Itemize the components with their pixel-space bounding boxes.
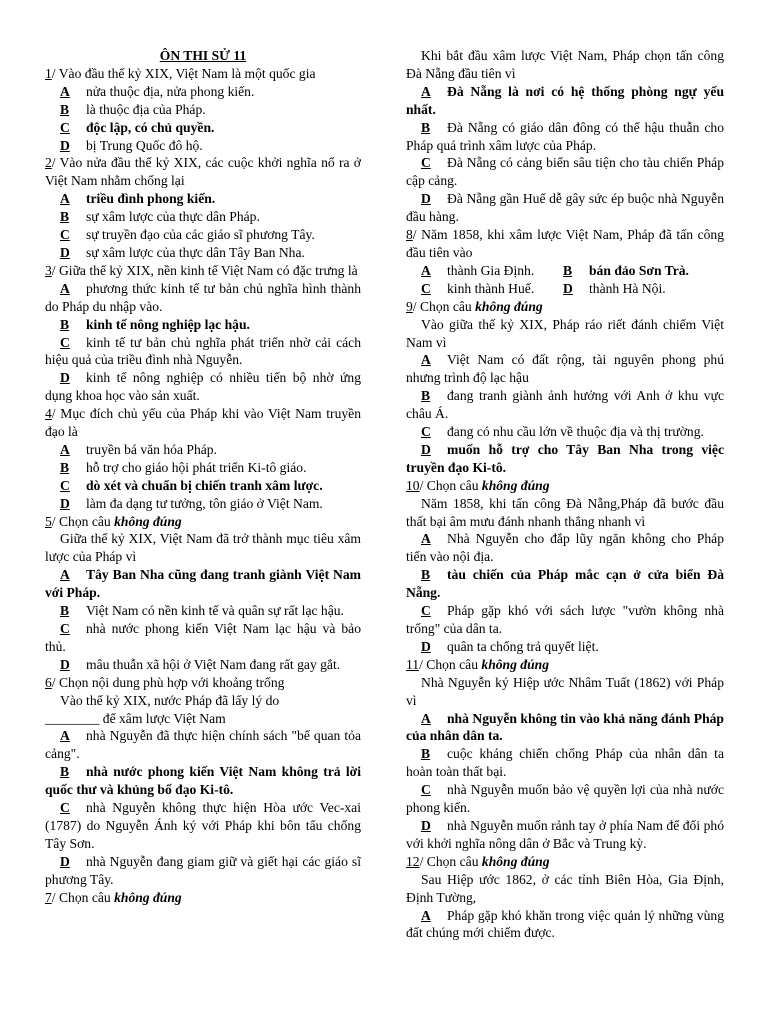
option-text: kinh tế nông nghiệp lạc hậu. (86, 316, 250, 332)
option-text: Đà Nẵng là nơi có hệ thống phòng ngự yếu nhất. (406, 83, 724, 117)
option-letter: D (60, 495, 70, 511)
question-1 (45, 65, 361, 83)
option-letter: B (421, 388, 431, 404)
option-letter: B (60, 316, 70, 332)
question-number: 4 (45, 406, 52, 422)
option-text: phương thức kinh tế tư bản chủ nghĩa hình thành do Pháp du nhập vào. (45, 280, 361, 314)
question-10 (406, 477, 724, 495)
question-5 (45, 513, 361, 531)
question-text: / Chọn câu (419, 477, 482, 493)
right-column (406, 47, 724, 942)
question-text: / Vào đầu thế kỷ XIX, Việt Nam là một quốc gia (51, 65, 316, 81)
option-letter: D (60, 370, 70, 386)
option-text: Đà Nẵng gần Huế dễ gây sức ép buộc nhà Nguyễn đầu hàng. (406, 191, 724, 225)
option-text: thành Hà Nội. (589, 280, 666, 296)
option-letter: D (60, 853, 70, 869)
question-5-stem: Giữa thế kỷ XIX, Việt Nam đã trở thành mục tiêu xâm lược của Pháp vì (45, 531, 361, 565)
option-10d (406, 638, 724, 656)
option-letter: D (60, 244, 70, 260)
question-6-stem: Vào thế kỷ XIX, nước Pháp đã lấy lý do (60, 692, 280, 708)
question-12-stem: Sau Hiệp ước 1862, ở các tỉnh Biên Hòa, Gia Định, Định Tường, (406, 871, 724, 905)
question-number: 6 (45, 674, 52, 690)
question-text: / Năm 1858, khi xâm lược Việt Nam, Pháp đã tấn công đầu tiên vào (406, 227, 724, 260)
negation-emphasis: không đúng (475, 298, 543, 314)
option-2b (45, 208, 361, 226)
option-letter: B (60, 209, 70, 225)
option-text: nhà nước phong kiến Việt Nam lạc hậu và bảo thủ. (45, 621, 361, 654)
option-10c (406, 602, 724, 638)
option-text: tàu chiến của Pháp mắc cạn ở cửa biển Đà Nẵng. (406, 567, 724, 601)
option-letter: A (60, 567, 70, 583)
option-text: bán đảo Sơn Trà. (589, 262, 689, 278)
option-text: kinh tế nông nghiệp có nhiều tiến bộ nhờ ứng dụng khoa học vào sản xuất. (45, 370, 361, 404)
option-letter: D (60, 656, 70, 672)
question-6 (45, 674, 361, 692)
option-letter: A (60, 280, 70, 296)
left-column (45, 47, 361, 907)
option-6d (45, 853, 361, 889)
option-text: Đà Nẵng có cảng biển sâu tiện cho tàu chiến Pháp cập cảng. (406, 155, 724, 189)
option-letter: D (60, 137, 70, 153)
option-9d (406, 441, 724, 477)
option-6a (45, 727, 361, 763)
option-letter: D (421, 441, 431, 457)
option-text: nhà Nguyễn đang giam giữ và giết hại các giáo sĩ phương Tây. (45, 853, 361, 887)
option-letter: C (60, 227, 70, 243)
option-letter: B (60, 101, 70, 117)
option-10a (406, 530, 724, 566)
option-letter: C (421, 280, 431, 296)
option-letter: C (421, 782, 431, 798)
option-12a (406, 907, 724, 943)
option-letter: D (421, 817, 431, 833)
option-letter: C (421, 155, 431, 171)
option-letter: B (60, 603, 70, 619)
option-text: triều đình phong kiến. (86, 191, 216, 207)
option-text: nhà Nguyễn muốn rảnh tay ở phía Nam để đối phó với khởi nghĩa nông dân ở Bắc và Trung kỳ. (406, 817, 724, 851)
question-9-stem: Vào giữa thế kỷ XIX, Pháp ráo riết đánh chiếm Việt Nam vì (406, 316, 724, 350)
option-9c (406, 423, 724, 441)
question-text: / Chọn câu (412, 298, 476, 314)
option-2d (45, 244, 361, 262)
option-text: nhà Nguyễn không tin vào khả năng đánh Pháp của nhân dân ta. (406, 710, 724, 744)
option-letter: D (563, 280, 573, 296)
option-letter: A (60, 191, 70, 207)
option-text: sự xâm lược của thực dân Pháp. (86, 209, 260, 225)
question-text: / Chọn câu (51, 513, 115, 529)
option-text: nhà Nguyễn không thực hiện Hòa ước Vec-xai (1787) do Nguyễn Ánh ký với Pháp khi bôn tẩu chống Tây Sơn. (45, 800, 361, 851)
option-letter: A (60, 83, 70, 99)
option-letter: B (563, 262, 573, 278)
option-letter: B (60, 764, 70, 780)
question-11 (406, 656, 724, 674)
question-text: / Chọn câu (419, 656, 482, 672)
option-text: bị Trung Quốc đô hộ. (86, 137, 203, 153)
option-letter: A (421, 907, 431, 923)
option-7c (406, 154, 724, 190)
option-text: đang tranh giành ảnh hưởng với Anh ở khu vực châu Á. (406, 388, 724, 422)
option-text: muốn hỗ trợ cho Tây Ban Nha trong việc truyền đạo Ki-tô. (406, 441, 724, 475)
negation-emphasis: không đúng (481, 656, 550, 672)
option-6b (45, 763, 361, 799)
option-text: mâu thuẫn xã hội ở Việt Nam đang rất gay gắt. (86, 656, 341, 672)
option-6c (45, 799, 361, 853)
negation-emphasis: không đúng (481, 853, 550, 869)
question-text: / Mục đích chủ yếu của Pháp khi vào Việt Nam truyền đạo là (45, 406, 361, 440)
option-11a (406, 710, 724, 746)
negation-emphasis: không đúng (481, 477, 550, 493)
option-text: sự xâm lược của thực dân Tây Ban Nha. (86, 244, 305, 260)
question-number: 9 (406, 298, 413, 314)
option-5d (45, 656, 361, 674)
option-letter: C (421, 424, 431, 440)
negation-emphasis: không đúng (114, 513, 182, 529)
option-7d (406, 190, 724, 226)
option-1d (45, 137, 361, 155)
option-11c (406, 781, 724, 817)
question-7 (45, 889, 361, 907)
option-letter: D (421, 638, 431, 654)
option-letter: B (421, 119, 431, 135)
option-1a (45, 83, 361, 101)
question-number: 11 (406, 656, 420, 672)
option-text: Việt Nam có nền kinh tế và quân sự rất lạc hậu. (86, 603, 344, 619)
option-text: thành Gia Định. (447, 262, 535, 278)
option-8c (421, 280, 563, 298)
option-letter: A (60, 728, 70, 744)
question-text: / Chọn câu (419, 853, 482, 869)
option-3a (45, 280, 361, 316)
option-text: đang có nhu cầu lớn về thuộc địa và thị trường. (447, 424, 704, 440)
option-text: kinh tế tư bản chủ nghĩa phát triển nhờ cải cách hiệu quả của triều đình nhà Nguyễn. (45, 334, 361, 368)
option-letter: A (60, 441, 70, 457)
question-number: 3 (45, 262, 52, 278)
option-4c (45, 477, 361, 495)
option-row-8-ab (406, 262, 724, 280)
question-12 (406, 853, 724, 871)
question-8 (406, 226, 724, 262)
option-text: quân ta chống trả quyết liệt. (447, 638, 599, 654)
option-letter: A (421, 352, 431, 368)
option-text: Nhà Nguyễn cho đắp lũy ngăn không cho Pháp tiến vào nội địa. (406, 531, 724, 565)
option-3d (45, 369, 361, 405)
option-8b (563, 262, 689, 280)
option-2a (45, 190, 361, 208)
question-2 (45, 154, 361, 190)
option-text: hỗ trợ cho giáo hội phát triển Ki-tô giáo. (86, 459, 307, 475)
option-letter: B (421, 567, 431, 583)
option-letter: C (421, 603, 431, 619)
option-text: độc lập, có chủ quyền. (86, 119, 215, 135)
option-text: nhà nước phong kiến Việt Nam không trả lời quốc thư và khủng bố đạo Ki-tô. (45, 764, 361, 798)
option-text: Pháp gặp khó với sách lược "vườn không nhà trống" của dân ta. (406, 603, 724, 636)
option-text: là thuộc địa của Pháp. (86, 101, 206, 117)
question-text: / Vào nửa đầu thế kỷ XIX, các cuộc khởi nghĩa nổ ra ở Việt Nam nhằm chống lại (45, 155, 361, 189)
option-1c (45, 119, 361, 137)
option-letter: C (60, 477, 70, 493)
question-7-stem: Khi bắt đầu xâm lược Việt Nam, Pháp chọn tấn công Đà Nẵng đầu tiên vì (406, 48, 724, 81)
option-5a (45, 566, 361, 602)
option-text: nhà Nguyễn muốn bảo vệ quyền lợi của nhà nước phong kiến. (406, 782, 724, 816)
question-10-stem: Năm 1858, khi tấn công Đà Nẵng,Pháp đã bước đầu thất bại âm mưu đánh nhanh thắng nhanh vì (406, 495, 724, 529)
option-letter: A (421, 262, 431, 278)
option-10b (406, 566, 724, 602)
option-2c (45, 226, 361, 244)
option-text: làm đa dạng tư tưởng, tôn giáo ở Việt Nam. (86, 495, 323, 511)
question-number: 7 (45, 889, 52, 905)
question-number: 8 (406, 227, 413, 243)
question-6-blank: ________ để xâm lược Việt Nam (45, 710, 226, 726)
question-number: 5 (45, 513, 52, 529)
option-letter: D (421, 191, 431, 207)
option-text: nửa thuộc địa, nửa phong kiến. (86, 83, 255, 99)
option-text: Tây Ban Nha cũng đang tranh giành Việt Nam với Pháp. (45, 567, 361, 601)
document-title: ÔN THI SỬ 11 (159, 48, 247, 63)
option-letter: C (60, 800, 70, 816)
option-4a (45, 441, 361, 459)
option-7a (406, 83, 724, 119)
negation-emphasis: không đúng (114, 889, 182, 905)
option-3c (45, 334, 361, 370)
question-4 (45, 405, 361, 441)
option-letter: A (421, 710, 431, 726)
option-text: nhà Nguyễn đã thực hiện chính sách "bế quan tỏa cảng". (45, 728, 361, 762)
option-letter: A (421, 83, 431, 99)
option-4d (45, 495, 361, 513)
question-number: 12 (406, 853, 420, 869)
option-letter: A (421, 531, 431, 547)
question-text: / Chọn câu (51, 889, 115, 905)
option-row-8-cd (406, 280, 724, 298)
option-letter: B (60, 459, 70, 475)
option-7b (406, 119, 724, 155)
option-letter: C (60, 119, 70, 135)
option-text: cuộc kháng chiến chống Pháp của nhân dân ta hoàn toàn thất bại. (406, 746, 724, 780)
option-3b (45, 316, 361, 334)
option-letter: B (421, 746, 431, 762)
question-number: 1 (45, 65, 52, 81)
option-11d (406, 817, 724, 853)
option-letter: C (60, 621, 70, 636)
option-9a (406, 351, 724, 387)
option-text: Việt Nam có đất rộng, tài nguyên phong phú nhưng trình độ lạc hậu (406, 352, 724, 386)
question-9 (406, 298, 724, 316)
option-8d (563, 280, 666, 298)
option-text: sự truyền đạo của các giáo sĩ phương Tây. (86, 227, 315, 243)
option-text: Pháp gặp khó khăn trong việc quản lý những vùng đất chúng mới chiếm được. (406, 907, 724, 941)
question-number: 2 (45, 155, 52, 171)
option-text: dò xét và chuẩn bị chiến tranh xâm lược. (86, 477, 323, 493)
option-text: kinh thành Huế. (447, 280, 535, 296)
question-text: / Chọn nội dung phù hợp với khoảng trống (51, 674, 285, 690)
option-4b (45, 459, 361, 477)
question-11-stem: Nhà Nguyễn ký Hiệp ước Nhâm Tuất (1862) với Pháp vì (406, 674, 724, 708)
option-1b (45, 101, 361, 119)
option-8a (421, 262, 563, 280)
option-11b (406, 745, 724, 781)
question-number: 10 (406, 477, 420, 493)
option-text: Đà Nẵng có giáo dân đông có thể hậu thuẫn cho Pháp quá trình xâm lược của Pháp. (406, 119, 724, 153)
option-5c (45, 620, 361, 656)
option-text: truyền bá văn hóa Pháp. (86, 441, 217, 457)
option-letter: C (60, 334, 70, 350)
option-9b (406, 387, 724, 423)
question-3 (45, 262, 361, 280)
question-text: / Giữa thế kỷ XIX, nền kinh tế Việt Nam có đặc trưng là (51, 262, 358, 278)
option-5b (45, 602, 361, 620)
